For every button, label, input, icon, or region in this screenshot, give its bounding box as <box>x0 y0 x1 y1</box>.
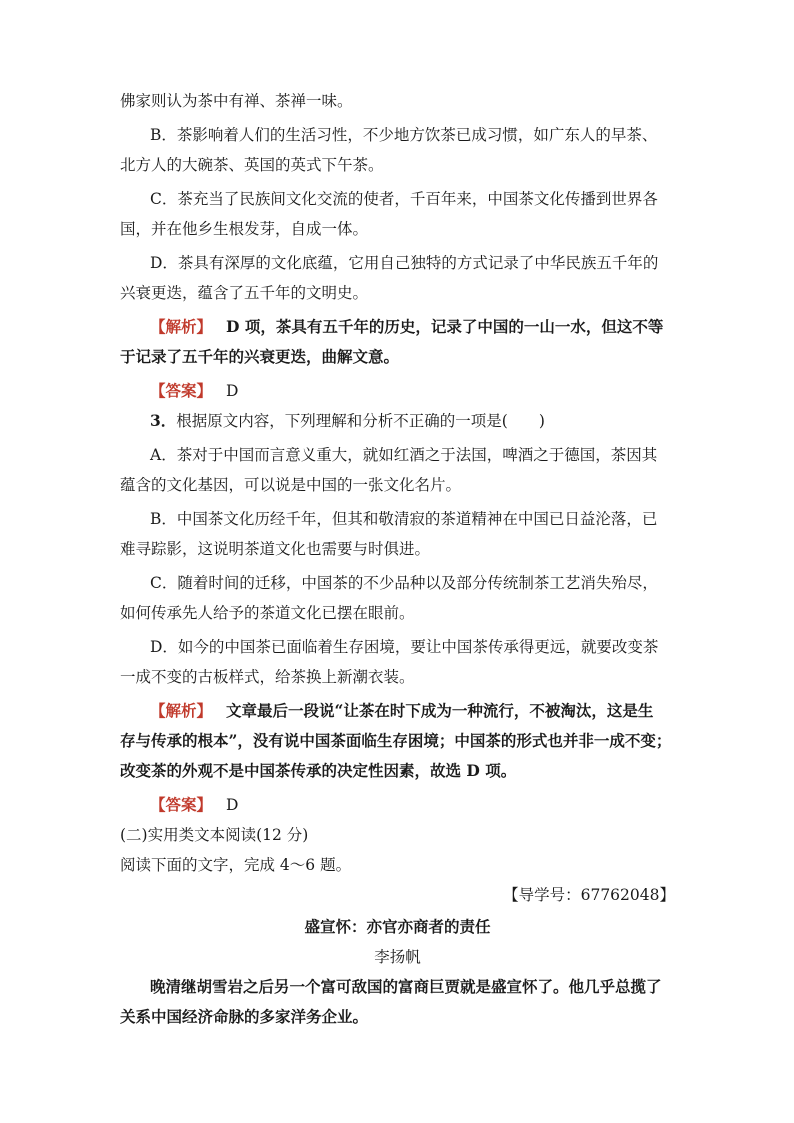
analysis-2 <box>150 701 653 721</box>
analysis-tag: 【解析】 <box>150 701 213 720</box>
q3-option-a-line1: A．茶对于中国而言意义重大，就如红酒之于法国，啤酒之于德国，茶因其 <box>150 446 658 464</box>
article-paragraph-line2: 关系中国经济命脉的多家洋务企业。 <box>120 1007 369 1026</box>
question-3 <box>150 411 545 431</box>
q3-option-c-line1: C．随着时间的迁移，中国茶的不少品种以及部分传统制茶工艺消失殆尽， <box>150 574 658 592</box>
analysis-text: D 项，茶具有五千年的历史，记录了中国的一山一水，但这不等 <box>226 317 664 336</box>
q3-option-d-line1: D．如今的中国茶已面临着生存困境，要让中国茶传承得更远，就要改变茶 <box>150 638 659 656</box>
option-b-line1: B．茶影响着人们的生活习性，不少地方饮茶已成习惯，如广东人的早茶、 <box>150 126 658 144</box>
reading-instruction: 阅读下面的文字，完成 4～6 题。 <box>120 856 352 874</box>
article-title: 盛宣怀：亦官亦商者的责任 <box>304 917 491 936</box>
analysis-text: 文章最后一段说“让茶在时下成为一种流行，不被淘汰，这是生 <box>226 701 654 720</box>
answer-2 <box>150 795 238 815</box>
q3-option-a-line2: 蕴含的文化基因，可以说是中国的一张文化名片。 <box>120 476 462 494</box>
analysis-1 <box>150 317 663 337</box>
answer-value: D <box>226 796 239 814</box>
q3-option-b-line1: B．中国茶文化历经千年，但其和敬清寂的茶道精神在中国已日益沦落，已 <box>150 510 658 528</box>
option-d-line1: D．茶具有深厚的文化底蕴，它用自己独特的方式记录了中华民族五千年的 <box>150 254 659 272</box>
question-text: 根据原文内容，下列理解和分析不正确的一项是( ) <box>176 412 545 430</box>
option-c-line2: 国，并在他乡生根发芽，自成一体。 <box>120 220 369 238</box>
question-number: 3． <box>150 411 177 430</box>
article-paragraph-line1: 晚清继胡雪岩之后另一个富可敌国的富商巨贾就是盛宣怀了。他几乎总揽了 <box>150 977 662 996</box>
guide-number: 【导学号：67762048】 <box>503 886 675 904</box>
answer-1 <box>150 381 238 401</box>
option-c-line1: C．茶充当了民族间文化交流的使者，千百年来，中国茶文化传播到世界各 <box>150 190 658 208</box>
answer-tag: 【答案】 <box>150 381 213 400</box>
analysis-2-line3: 改变茶的外观不是中国茶传承的决定性因素，故选 D 项。 <box>120 761 517 780</box>
answer-value: D <box>226 382 239 400</box>
section-heading: (二)实用类文本阅读(12 分) <box>120 826 309 844</box>
text-line: 佛家则认为茶中有禅、茶禅一味。 <box>120 92 353 110</box>
q3-option-b-line2: 难寻踪影，这说明茶道文化也需要与时俱进。 <box>120 540 431 558</box>
q3-option-d-line2: 一成不变的古板样式，给茶换上新潮衣装。 <box>120 668 415 686</box>
analysis-tag: 【解析】 <box>150 317 213 336</box>
q3-option-c-line2: 如何传承先人给予的茶道文化已摆在眼前。 <box>120 604 415 622</box>
option-d-line2: 兴衰更迭，蕴含了五千年的文明史。 <box>120 284 369 302</box>
article-author: 李扬帆 <box>374 948 421 966</box>
analysis-1-line2: 于记录了五千年的兴衰更迭，曲解文意。 <box>120 347 400 366</box>
answer-tag: 【答案】 <box>150 795 213 814</box>
option-b-line2: 北方人的大碗茶、英国的英式下午茶。 <box>120 156 384 174</box>
analysis-2-line2: 存与传承的根本”，没有说中国茶面临生存困境；中国茶的形式也并非一成不变； <box>120 731 672 750</box>
